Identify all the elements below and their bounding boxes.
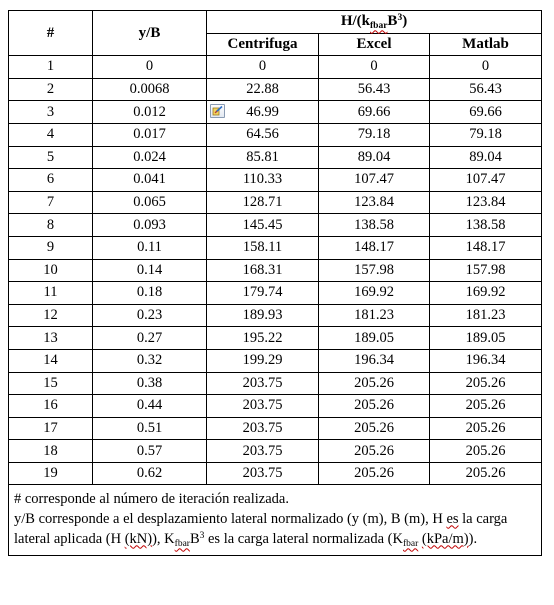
- note-part-m: ).: [468, 531, 478, 548]
- row-ratio-cell: 0.024: [93, 146, 207, 169]
- note-part-d: (kN): [124, 531, 153, 548]
- row-centrifuga-cell: 158.11: [207, 236, 319, 259]
- row-matlab-cell: 89.04: [430, 146, 542, 169]
- row-index-cell: 13: [9, 327, 93, 350]
- row-index-cell: 11: [9, 282, 93, 305]
- row-excel-cell: 69.66: [319, 101, 430, 124]
- row-ratio-cell: 0.57: [93, 440, 207, 463]
- row-index-cell: 12: [9, 304, 93, 327]
- row-index-cell: 4: [9, 123, 93, 146]
- row-ratio-cell: 0.23: [93, 304, 207, 327]
- row-matlab-cell: 169.92: [430, 282, 542, 305]
- row-ratio-cell: 0.012: [93, 101, 207, 124]
- row-matlab-cell: 107.47: [430, 169, 542, 192]
- row-matlab-cell: 157.98: [430, 259, 542, 282]
- row-centrifuga-cell: 22.88: [207, 78, 319, 101]
- row-excel-cell: 0: [319, 56, 430, 79]
- row-matlab-cell: 123.84: [430, 191, 542, 214]
- header-group-end: ): [402, 13, 408, 30]
- header-matlab: Matlab: [430, 33, 542, 56]
- row-index-cell: 16: [9, 395, 93, 418]
- row-ratio-cell: 0.51: [93, 417, 207, 440]
- note-part-b: es: [446, 511, 459, 528]
- header-excel: Excel: [319, 33, 430, 56]
- row-centrifuga-cell: 203.75: [207, 440, 319, 463]
- row-centrifuga-cell: 203.75: [207, 462, 319, 485]
- row-index-cell: 10: [9, 259, 93, 282]
- row-ratio-cell: 0.065: [93, 191, 207, 214]
- row-excel-cell: 157.98: [319, 259, 430, 282]
- row-centrifuga-cell: 195.22: [207, 327, 319, 350]
- row-centrifuga-cell: 0: [207, 56, 319, 79]
- row-index-cell: 17: [9, 417, 93, 440]
- table-row: [9, 259, 542, 282]
- row-centrifuga-cell: 179.74: [207, 282, 319, 305]
- row-ratio-cell: 0.62: [93, 462, 207, 485]
- row-index-cell: 9: [9, 236, 93, 259]
- note-part-a: y/B corresponde a el desplazamiento lateral normalizado (y (m), B (m), H: [14, 511, 447, 528]
- row-excel-cell: 196.34: [319, 349, 430, 372]
- results-table: [8, 10, 542, 556]
- row-excel-cell: 107.47: [319, 169, 430, 192]
- row-matlab-cell: 189.05: [430, 327, 542, 350]
- note-line-1: # corresponde al número de iteración realizada.: [14, 491, 289, 508]
- row-index-cell: 3: [9, 101, 93, 124]
- row-excel-cell: 205.26: [319, 462, 430, 485]
- row-matlab-cell: 205.26: [430, 462, 542, 485]
- row-matlab-cell: 205.26: [430, 417, 542, 440]
- row-matlab-cell: 205.26: [430, 372, 542, 395]
- row-centrifuga-cell: 203.75: [207, 395, 319, 418]
- row-centrifuga-cell: 145.45: [207, 214, 319, 237]
- row-index-cell: 1: [9, 56, 93, 79]
- row-matlab-cell: 148.17: [430, 236, 542, 259]
- table-row: [9, 462, 542, 485]
- row-centrifuga-cell: [207, 101, 319, 124]
- row-centrifuga-cell: 199.29: [207, 349, 319, 372]
- row-ratio-cell: 0: [93, 56, 207, 79]
- header-group-main: H/(k: [340, 13, 370, 30]
- table-body: [9, 56, 542, 485]
- row-index-cell: 19: [9, 462, 93, 485]
- note-part-h: 3: [199, 531, 205, 542]
- row-centrifuga-cell: 64.56: [207, 123, 319, 146]
- row-ratio-cell: 0.14: [93, 259, 207, 282]
- row-excel-cell: 205.26: [319, 395, 430, 418]
- row-matlab-cell: 196.34: [430, 349, 542, 372]
- row-matlab-cell: 79.18: [430, 123, 542, 146]
- row-index-cell: 18: [9, 440, 93, 463]
- row-excel-cell: 205.26: [319, 417, 430, 440]
- note-part-c: la carga lateral aplicada (H: [14, 511, 508, 548]
- table-row: [9, 282, 542, 305]
- row-centrifuga-cell: 128.71: [207, 191, 319, 214]
- row-excel-cell: 56.43: [319, 78, 430, 101]
- row-centrifuga-value: 46.99: [246, 103, 279, 120]
- row-ratio-cell: 0.093: [93, 214, 207, 237]
- row-excel-cell: 205.26: [319, 440, 430, 463]
- row-matlab-cell: 138.58: [430, 214, 542, 237]
- row-index-cell: 15: [9, 372, 93, 395]
- table-note: [9, 485, 542, 556]
- note-part-g: B: [189, 531, 200, 548]
- row-centrifuga-cell: 203.75: [207, 372, 319, 395]
- header-group: [207, 11, 542, 34]
- table-row: [9, 395, 542, 418]
- row-ratio-cell: 0.11: [93, 236, 207, 259]
- row-index-cell: 8: [9, 214, 93, 237]
- row-ratio-cell: 0.017: [93, 123, 207, 146]
- row-ratio-cell: 0.44: [93, 395, 207, 418]
- table-row: [9, 78, 542, 101]
- header-group-sup: 3: [397, 13, 403, 24]
- table-row: [9, 169, 542, 192]
- note-part-e: ), K: [152, 531, 175, 548]
- row-centrifuga-cell: 203.75: [207, 417, 319, 440]
- row-matlab-cell: 0: [430, 56, 542, 79]
- header-ratio: y/B: [93, 11, 207, 56]
- row-excel-cell: 79.18: [319, 123, 430, 146]
- row-matlab-cell: 56.43: [430, 78, 542, 101]
- row-centrifuga-cell: 189.93: [207, 304, 319, 327]
- row-excel-cell: 181.23: [319, 304, 430, 327]
- row-index-cell: 5: [9, 146, 93, 169]
- table-row: [9, 123, 542, 146]
- table-row: [9, 101, 542, 124]
- paste-options-icon[interactable]: [210, 104, 225, 118]
- table-row: [9, 440, 542, 463]
- table-row: [9, 146, 542, 169]
- row-matlab-cell: 181.23: [430, 304, 542, 327]
- note-paragraph: [14, 509, 537, 551]
- row-ratio-cell: 0.041: [93, 169, 207, 192]
- table-row: [9, 327, 542, 350]
- header-index: #: [9, 11, 93, 56]
- row-centrifuga-cell: 85.81: [207, 146, 319, 169]
- row-index-cell: 6: [9, 169, 93, 192]
- row-ratio-cell: 0.18: [93, 282, 207, 305]
- row-ratio-cell: 0.27: [93, 327, 207, 350]
- table-row: [9, 417, 542, 440]
- table-row: [9, 349, 542, 372]
- row-excel-cell: 205.26: [319, 372, 430, 395]
- row-excel-cell: 169.92: [319, 282, 430, 305]
- table-row: [9, 372, 542, 395]
- table-row: [9, 214, 542, 237]
- row-index-cell: 7: [9, 191, 93, 214]
- table-row: [9, 191, 542, 214]
- row-matlab-cell: 69.66: [430, 101, 542, 124]
- row-ratio-cell: 0.32: [93, 349, 207, 372]
- row-excel-cell: 123.84: [319, 191, 430, 214]
- row-ratio-cell: 0.38: [93, 372, 207, 395]
- table-row: [9, 56, 542, 79]
- note-part-f: fbar: [174, 539, 190, 550]
- row-matlab-cell: 205.26: [430, 395, 542, 418]
- row-centrifuga-cell: 168.31: [207, 259, 319, 282]
- header-group-mid: B: [387, 13, 398, 30]
- header-group-sub: fbar: [370, 21, 388, 32]
- row-centrifuga-cell: 110.33: [207, 169, 319, 192]
- row-matlab-cell: 205.26: [430, 440, 542, 463]
- table-row: [9, 236, 542, 259]
- note-part-j: fbar: [402, 539, 419, 550]
- row-excel-cell: 148.17: [319, 236, 430, 259]
- row-excel-cell: 89.04: [319, 146, 430, 169]
- row-excel-cell: 138.58: [319, 214, 430, 237]
- note-part-i: es la carga lateral normalizada (K: [204, 531, 403, 548]
- row-index-cell: 2: [9, 78, 93, 101]
- row-index-cell: 14: [9, 349, 93, 372]
- row-excel-cell: 189.05: [319, 327, 430, 350]
- note-part-l: (kPa/m): [421, 531, 469, 548]
- row-ratio-cell: 0.0068: [93, 78, 207, 101]
- header-centrifuga: Centrifuga: [207, 33, 319, 56]
- table-row: [9, 304, 542, 327]
